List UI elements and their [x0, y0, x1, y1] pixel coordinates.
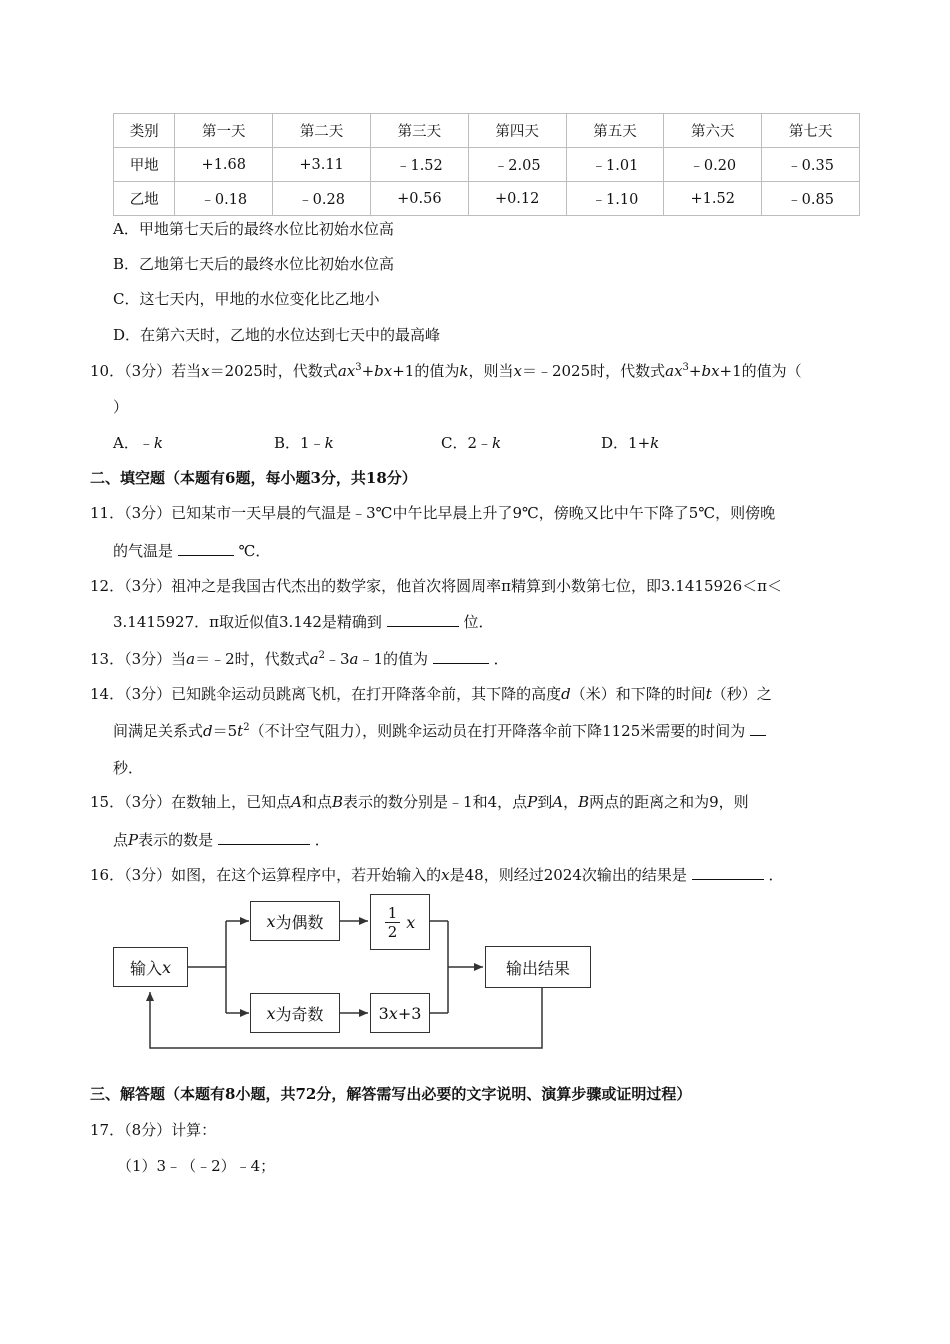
text: 3.1415927．π取近似值3.142是精确到: [113, 613, 382, 631]
text: 的气温是: [113, 542, 174, 560]
text: ＝5: [212, 722, 238, 740]
exponent: 2: [318, 650, 325, 661]
var: A: [291, 793, 302, 811]
var: P: [128, 831, 139, 849]
table-cell: ﹣0.85: [762, 182, 860, 216]
option-label: D．1+: [601, 434, 651, 452]
var: ax: [337, 362, 356, 380]
exponent: 3: [355, 362, 362, 373]
text: 两点的距离之和为9，则: [589, 793, 749, 811]
text: ，则当: [468, 362, 514, 380]
var: d: [203, 722, 213, 740]
table-header-cell: 类别: [114, 114, 175, 148]
table-cell: +1.52: [664, 182, 762, 216]
q9-option-a: A．甲地第七天后的最终水位比初始水位高: [113, 220, 394, 238]
text: （3分）当: [124, 650, 187, 668]
text: 间满足关系式: [113, 722, 204, 740]
flow-even-box: [250, 901, 340, 941]
table-header-cell: 第三天: [370, 114, 468, 148]
text: 表示的数分别是﹣1和4，点: [343, 793, 528, 811]
var: a: [309, 650, 319, 668]
text: （3分）祖冲之是我国古代杰出的数学家，他首次将圆周率π精算到小数第七位，即3.1415926＜π＜: [124, 577, 782, 595]
var: k: [650, 434, 660, 452]
table-cell: ﹣0.18: [175, 182, 273, 216]
question-number: 10．: [90, 362, 125, 380]
table-cell: ﹣1.01: [566, 148, 664, 182]
table-cell: 乙地: [114, 182, 175, 216]
table-cell: ﹣0.28: [273, 182, 371, 216]
question-number: 14．: [90, 685, 125, 703]
var: x: [441, 866, 450, 884]
text: 点: [113, 831, 129, 849]
text: （米）和下降的时间: [570, 685, 706, 703]
table-header-cell: 第二天: [273, 114, 371, 148]
feedback-loop-arrow: [150, 987, 542, 1048]
var: ax: [665, 362, 683, 380]
q9-option-d: D．在第六天时，乙地的水位达到七天中的最高峰: [113, 326, 441, 344]
question-number: 17．: [90, 1121, 125, 1139]
text: （秒）之: [711, 685, 772, 703]
question-number: 13．: [90, 650, 125, 668]
var: k: [324, 434, 334, 452]
flow-triple-box: [370, 993, 430, 1033]
text: ．: [493, 650, 509, 668]
var: bx: [374, 362, 393, 380]
table-cell: +0.56: [370, 182, 468, 216]
var: k: [153, 434, 163, 452]
table-header-cell: 第一天: [175, 114, 273, 148]
flow-half-box: [370, 894, 430, 950]
var: k: [459, 362, 469, 380]
question-number: 12．: [90, 577, 125, 595]
table-header-cell: 第五天: [566, 114, 664, 148]
text: ﹣3: [324, 650, 350, 668]
table-cell: ﹣1.10: [566, 182, 664, 216]
text: 若当: [171, 362, 202, 380]
table-cell: ﹣2.05: [468, 148, 566, 182]
flow-input-box: [113, 947, 188, 987]
table-cell: ﹣0.35: [762, 148, 860, 182]
section-heading-fill-blank: 二、填空题（本题有6题，每小题3分，共18分）: [90, 469, 417, 487]
exponent: 3: [682, 362, 689, 373]
var: t: [237, 722, 244, 740]
fraction-one-half: [385, 904, 401, 941]
text: （3分）已知跳伞运动员跳离飞机，在打开降落伞前，其下降的高度: [124, 685, 562, 703]
var: a: [349, 650, 359, 668]
var: bx: [701, 362, 720, 380]
table-header-cell: 第七天: [762, 114, 860, 148]
text: 到: [537, 793, 553, 811]
text: ＝2025时，代数式: [209, 362, 338, 380]
text: 输入: [129, 958, 162, 978]
var: d: [561, 685, 571, 703]
flow-odd-box: [250, 993, 340, 1033]
var: A: [552, 793, 564, 811]
text: （3分）已知某市一天早晨的气温是﹣3℃中午比早晨上升了9℃，傍晚又比中午下降了5℃，则傍晚: [124, 504, 776, 522]
var: t: [705, 685, 712, 703]
q14-line3: 秒．: [113, 759, 144, 777]
var: x: [406, 912, 416, 932]
var: a: [186, 650, 196, 668]
text: ＝﹣2时，代数式: [195, 650, 310, 668]
text: 是48，则经过2024次输出的结果是: [449, 866, 687, 884]
denominator: 2: [387, 922, 398, 941]
text: ，: [563, 793, 579, 811]
q10-close-paren: ）: [113, 398, 129, 416]
text: +3: [397, 1003, 422, 1023]
var: P: [527, 793, 538, 811]
text: 位．: [463, 613, 494, 631]
table-cell: +0.12: [468, 182, 566, 216]
var: x: [266, 911, 276, 931]
q17-line: [90, 1119, 216, 1140]
text: ．: [314, 831, 330, 849]
var: x: [201, 362, 210, 380]
text: ．: [768, 866, 784, 884]
table-header-cell: 第六天: [664, 114, 762, 148]
text: +: [688, 362, 702, 380]
q9-option-c: C．这七天内，甲地的水位变化比乙地小: [113, 290, 380, 308]
table-cell: 甲地: [114, 148, 175, 182]
text: +1的值为: [392, 362, 460, 380]
text: ﹣1的值为: [358, 650, 429, 668]
text: （8分）计算：: [124, 1121, 217, 1139]
text: （3分）如图，在这个运算程序中，若开始输入的: [124, 866, 442, 884]
var: B: [332, 793, 344, 811]
question-number: 16．: [90, 866, 125, 884]
flow-output-box: 输出结果: [485, 946, 591, 988]
q9-option-b: B．乙地第七天后的最终水位比初始水位高: [113, 255, 395, 273]
var: x: [388, 1003, 398, 1023]
text: 3: [378, 1003, 389, 1023]
text: 表示的数是: [138, 831, 214, 849]
text: ＝﹣2025时，代数式: [521, 362, 666, 380]
section-heading-solutions: 三、解答题（本题有8小题，共72分，解答需写出必要的文字说明、演算步骤或证明过程）: [90, 1085, 692, 1103]
var: B: [578, 793, 590, 811]
question-number: 15．: [90, 793, 125, 811]
text: 为奇数: [275, 1004, 324, 1024]
option-label: C．2﹣: [441, 434, 493, 452]
text: +1的值为（: [719, 362, 802, 380]
table-header-cell: 第四天: [468, 114, 566, 148]
var: x: [161, 957, 172, 977]
text: （不计空气阻力），则跳伞运动员在打开降落伞前下降1125米需要的时间为: [249, 722, 746, 740]
q17-part1: （1）3﹣（﹣2）﹣4；: [117, 1157, 276, 1175]
var: k: [492, 434, 502, 452]
score: （3分）: [124, 362, 172, 380]
text: （3分）在数轴上，已知点: [124, 793, 292, 811]
table-cell: ﹣1.52: [370, 148, 468, 182]
var: x: [266, 1003, 276, 1023]
table-cell: ﹣0.20: [664, 148, 762, 182]
exponent: 2: [243, 722, 250, 733]
text: 为偶数: [275, 912, 324, 932]
option-label: B．1﹣: [274, 434, 325, 452]
option-label: A．﹣: [113, 434, 154, 452]
text: +: [361, 362, 375, 380]
text: ℃．: [238, 542, 271, 560]
table-cell: +3.11: [273, 148, 371, 182]
var: x: [513, 362, 522, 380]
text: 和点: [301, 793, 332, 811]
question-number: 11．: [90, 504, 125, 522]
numerator: 1: [385, 904, 401, 923]
table-cell: +1.68: [175, 148, 273, 182]
